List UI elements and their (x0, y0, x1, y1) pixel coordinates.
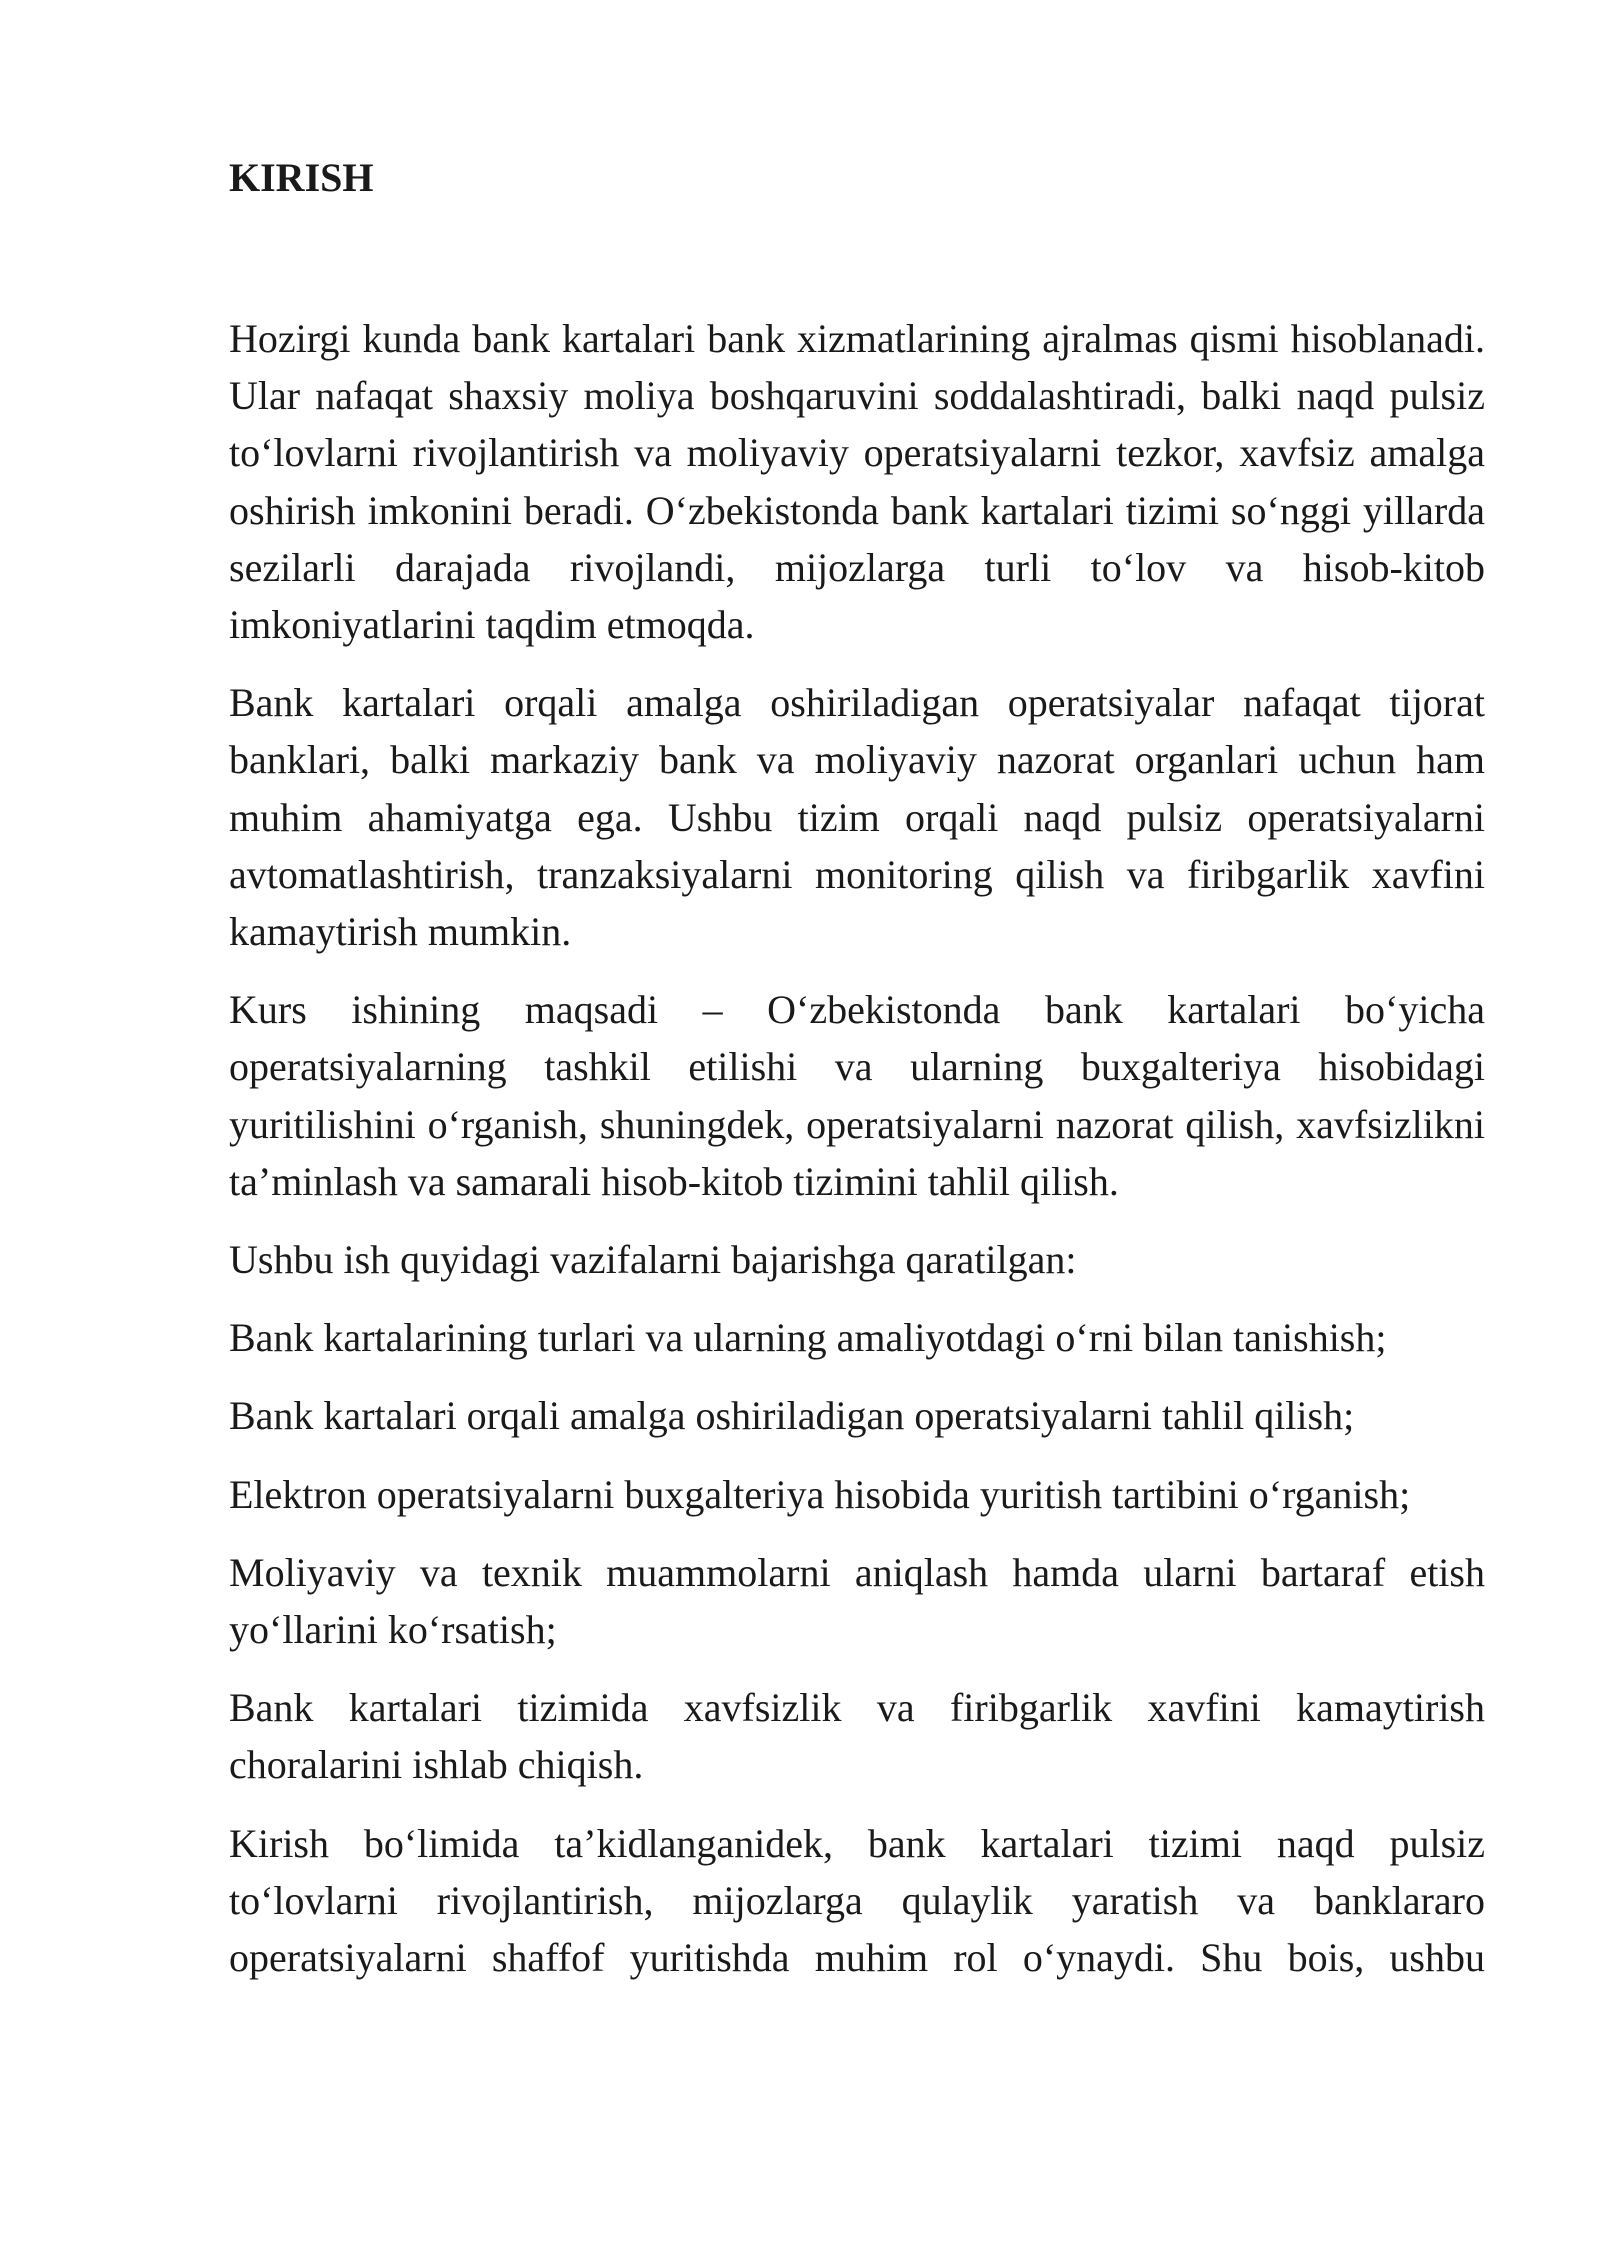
page-heading: KIRISH (229, 155, 374, 200)
paragraph-tasks-intro: Ushbu ish quyidagi vazifalarni bajarishga qaratilgan: (229, 1237, 1077, 1283)
task-item: Elektron operatsiyalarni buxgalteriya hisobida yuritish tartibini o‘rganish; (229, 1471, 1411, 1517)
paragraph-goal: Kurs ishining maqsadi – O‘zbekistonda bank kartalari bo‘yicha operatsiyalarning tashkil etilishi va ularning buxgalteriya hisobidagi yuritilishini o‘rganish, shuningdek, operatsiyalarni nazorat qilish, xavfsizlikni ta’minlash va samarali hisob-kitob tizimini tahlil qilish. (229, 987, 1485, 1204)
paragraph-conclusion: Kirish bo‘limida ta’kidlanganidek, bank kartalari tizimi naqd pulsiz to‘lovlarni rivojlantirish, mijozlarga qulaylik yaratish va banklararo operatsiyalarni shaffof yuritishda muhim rol o‘ynaydi. Shu bois, ushbu (229, 1820, 1485, 1981)
task-item: Moliyaviy va texnik muammolarni aniqlash hamda ularni bartaraf etish yo‘llarini ko‘rsatish; (229, 1549, 1485, 1653)
task-item: Bank kartalari orqali amalga oshiriladigan operatsiyalarni tahlil qilish; (229, 1393, 1355, 1439)
task-item: Bank kartalari tizimida xavfsizlik va firibgarlik xavfini kamaytirish choralarini ishlab chiqish. (229, 1685, 1485, 1788)
paragraph-operations: Bank kartalari orqali amalga oshiriladigan operatsiyalar nafaqat tijorat banklari, balki markaziy bank va moliyaviy nazorat organlari uchun ham muhim ahamiyatga ega. Ushbu tizim orqali naqd pulsiz operatsiyalarni avtomatlashtirish, tranzaksiyalarni monitoring qilish va firibgarlik xavfini kamaytirish mumkin. (229, 680, 1485, 955)
task-item: Bank kartalarining turlari va ularning amaliyotdagi o‘rni bilan tanishish; (229, 1315, 1387, 1361)
paragraph-intro: Hozirgi kunda bank kartalari bank xizmatlarining ajralmas qismi hisoblanadi. Ular nafaqat shaxsiy moliya boshqaruvini soddalashtiradi, balki naqd pulsiz to‘lovlarni rivojlantirish va moliyaviy operatsiyalarni tezkor, xavfsiz amalga oshirish imkonini beradi. O‘zbekistonda bank kartalari tizimi so‘nggi yillarda sezilarli darajada rivojlandi, mijozlarga turli to‘lov va hisob-kitob imkoniyatlarini taqdim etmoqda. (229, 316, 1485, 648)
document-body (229, 148, 1485, 2007)
